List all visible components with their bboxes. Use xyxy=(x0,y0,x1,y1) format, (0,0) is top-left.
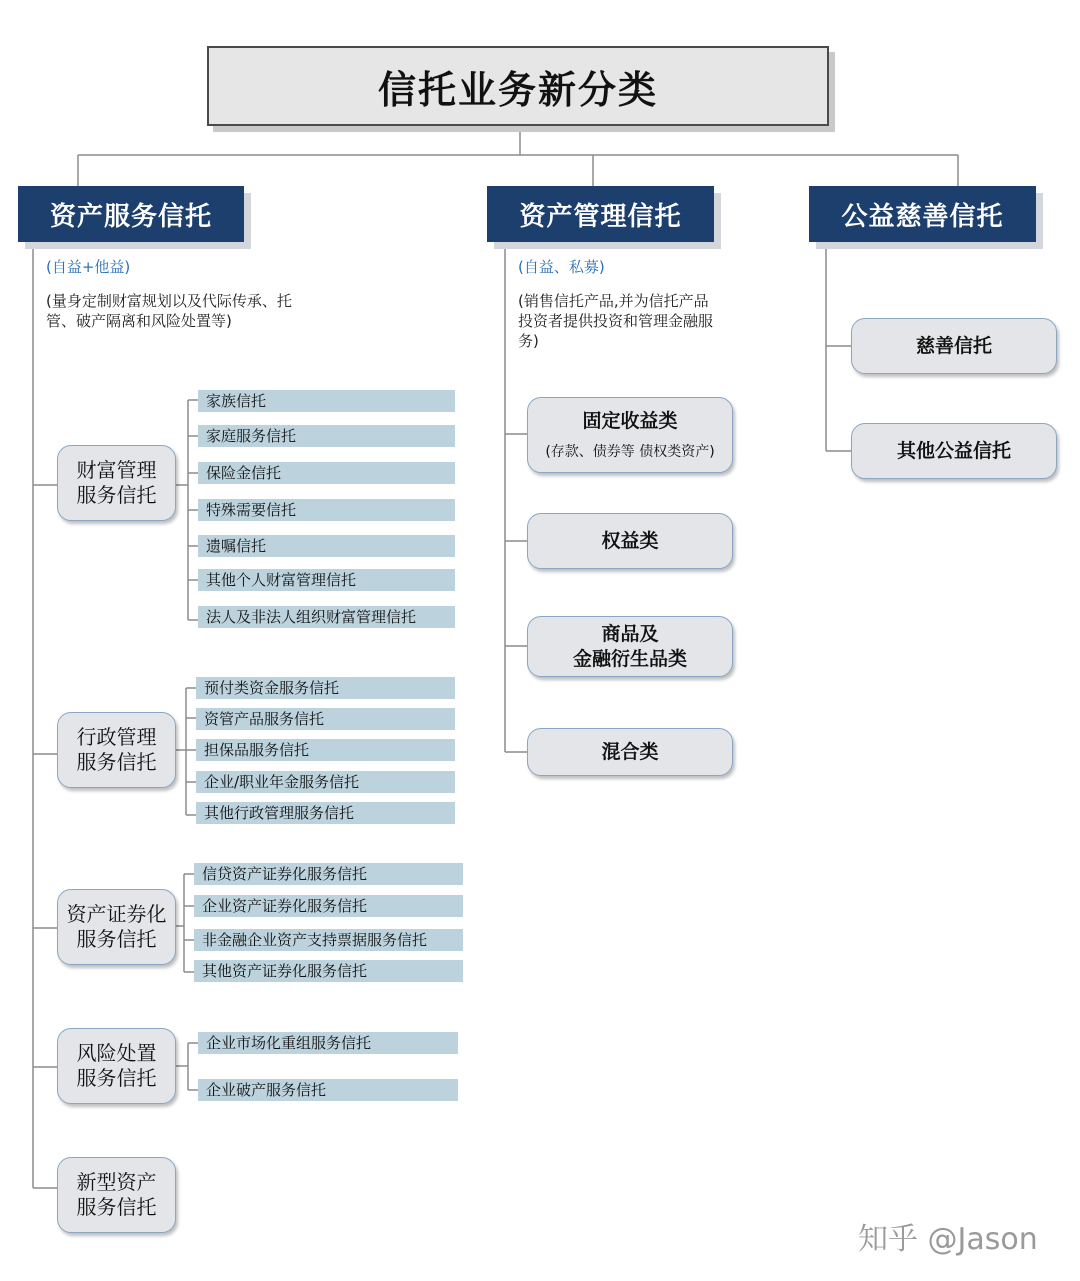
leaf-item: 法人及非法人组织财富管理信托 xyxy=(198,606,455,628)
leaf-item: 企业破产服务信托 xyxy=(198,1079,458,1101)
category-asset-service-trust: 资产服务信托 xyxy=(18,186,244,242)
group-label-line2: 服务信托 xyxy=(76,1195,157,1219)
management-desc-note: (销售信托产品,并为信托产品投资者提供投资和管理金融服务) xyxy=(518,292,714,350)
category-asset-management-trust: 资产管理信托 xyxy=(487,186,714,242)
mgmt-fixed-income xyxy=(527,397,733,473)
leaf-item: 非金融企业资产支持票据服务信托 xyxy=(194,929,463,951)
leaf-item: 家庭服务信托 xyxy=(198,425,455,447)
group-label-line1: 财富管理 xyxy=(76,458,157,482)
leaf-item: 企业资产证券化服务信托 xyxy=(194,895,463,917)
mgmt-label: 权益类 xyxy=(601,529,659,552)
service-desc-note: (量身定制财富规划以及代际传承、托管、破产隔离和风险处置等) xyxy=(46,292,292,330)
management-type-note: (自益、私募) xyxy=(518,258,605,276)
group-new-asset xyxy=(57,1157,176,1233)
group-administrative-management xyxy=(57,712,176,788)
leaf-item: 企业市场化重组服务信托 xyxy=(198,1032,458,1054)
leaf-item: 担保品服务信托 xyxy=(196,739,455,761)
mgmt-equity xyxy=(527,513,733,569)
mgmt-label-line1: 商品及 xyxy=(601,622,659,645)
group-label-line1: 行政管理 xyxy=(76,725,157,749)
watermark: 知乎 @Jason xyxy=(858,1222,1038,1257)
group-wealth-management xyxy=(57,445,176,521)
mgmt-mixed xyxy=(527,728,733,776)
mgmt-sublabel: (存款、债券等 债权类资产) xyxy=(545,443,715,460)
group-label-line1: 资产证券化 xyxy=(66,902,167,926)
leaf-item: 其他个人财富管理信托 xyxy=(198,569,455,591)
leaf-item: 信贷资产证券化服务信托 xyxy=(194,863,463,885)
category-charity-trust: 公益慈善信托 xyxy=(809,186,1036,242)
leaf-item: 其他资产证券化服务信托 xyxy=(194,960,463,982)
leaf-item: 资管产品服务信托 xyxy=(196,708,455,730)
other-public-welfare-trust-item xyxy=(851,423,1057,479)
mgmt-label: 固定收益类 xyxy=(582,409,678,432)
leaf-item: 其他行政管理服务信托 xyxy=(196,802,455,824)
group-label-line1: 新型资产 xyxy=(76,1170,157,1194)
group-label-line1: 风险处置 xyxy=(76,1041,157,1065)
group-label-line2: 服务信托 xyxy=(76,483,157,507)
mgmt-label: 混合类 xyxy=(601,740,659,763)
mgmt-commodity-derivatives xyxy=(527,616,733,677)
charity-trust-item xyxy=(851,318,1057,374)
leaf-item: 遗嘱信托 xyxy=(198,535,455,557)
group-label-line2: 服务信托 xyxy=(76,927,157,951)
group-label-line2: 服务信托 xyxy=(76,1066,157,1090)
leaf-item: 家族信托 xyxy=(198,390,455,412)
leaf-item: 保险金信托 xyxy=(198,462,455,484)
charity-label: 慈善信托 xyxy=(915,334,992,357)
service-type-note: (自益+他益) xyxy=(46,258,131,276)
diagram-title: 信托业务新分类 xyxy=(207,46,829,126)
leaf-item: 预付类资金服务信托 xyxy=(196,677,455,699)
charity-label: 其他公益信托 xyxy=(896,439,1011,462)
leaf-item: 特殊需要信托 xyxy=(198,499,455,521)
leaf-item: 企业/职业年金服务信托 xyxy=(196,771,455,793)
mgmt-label-line2: 金融衍生品类 xyxy=(572,647,687,670)
group-risk-disposal xyxy=(57,1028,176,1104)
group-label-line2: 服务信托 xyxy=(76,750,157,774)
group-asset-securitization xyxy=(57,889,176,965)
